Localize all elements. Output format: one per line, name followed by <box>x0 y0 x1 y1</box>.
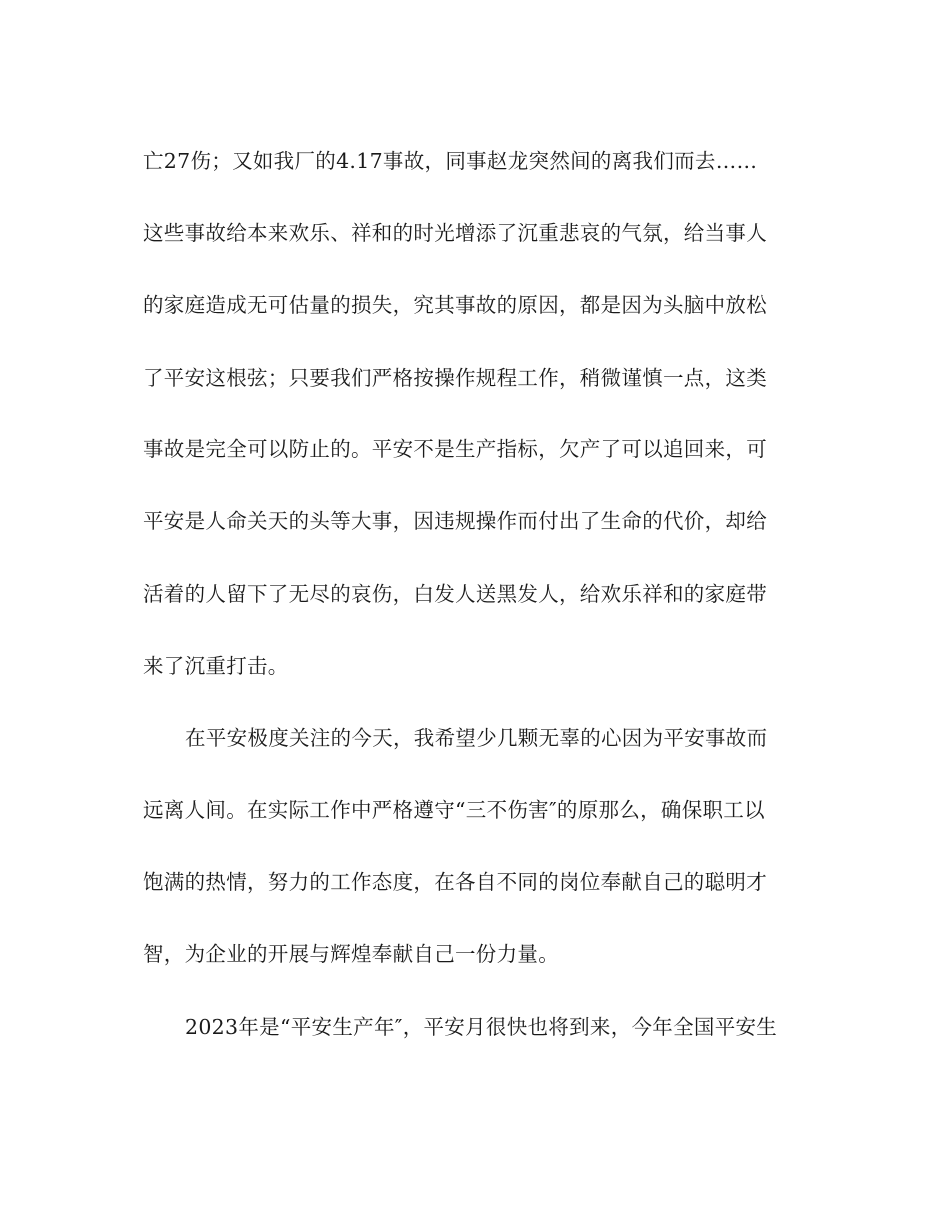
text-line: 亡27伤；又如我厂的4.17事故，同事赵龙突然间的离我们而去…… <box>143 149 758 173</box>
text-line: 的家庭造成无可估量的损失，究其事故的原因，都是因为头脑中放松 <box>143 293 767 317</box>
paragraph-start-line: 2023年是“平安生产年″，平安月很快也将到来，今年全国平安生 <box>185 1015 778 1039</box>
text-line: 这些事故给本来欢乐、祥和的时光增添了沉重悲哀的气氛，给当事人 <box>143 221 767 245</box>
text-line: 来了沉重打击。 <box>143 654 289 678</box>
text-line: 智，为企业的开展与辉煌奉献自己一份力量。 <box>143 942 559 966</box>
text-line: 活着的人留下了无尽的哀伤，白发人送黑发人，给欢乐祥和的家庭带 <box>143 582 767 606</box>
text-line: 了平安这根弦；只要我们严格按操作规程工作，稍微谨慎一点，这类 <box>143 366 767 390</box>
text-line: 平安是人命关天的头等大事，因违规操作而付出了生命的代价，却给 <box>143 509 767 533</box>
paragraph-start-line: 在平安极度关注的今天，我希望少几颗无辜的心因为平安事故而 <box>185 726 768 750</box>
text-line: 事故是完全可以防止的。平安不是生产指标，欠产了可以追回来，可 <box>143 437 767 461</box>
text-line: 饱满的热情，努力的工作态度，在各自不同的岗位奉献自己的聪明才 <box>143 870 767 894</box>
text-line: 远离人间。在实际工作中严格遵守“三不伤害″的原那么，确保职工以 <box>143 798 765 822</box>
